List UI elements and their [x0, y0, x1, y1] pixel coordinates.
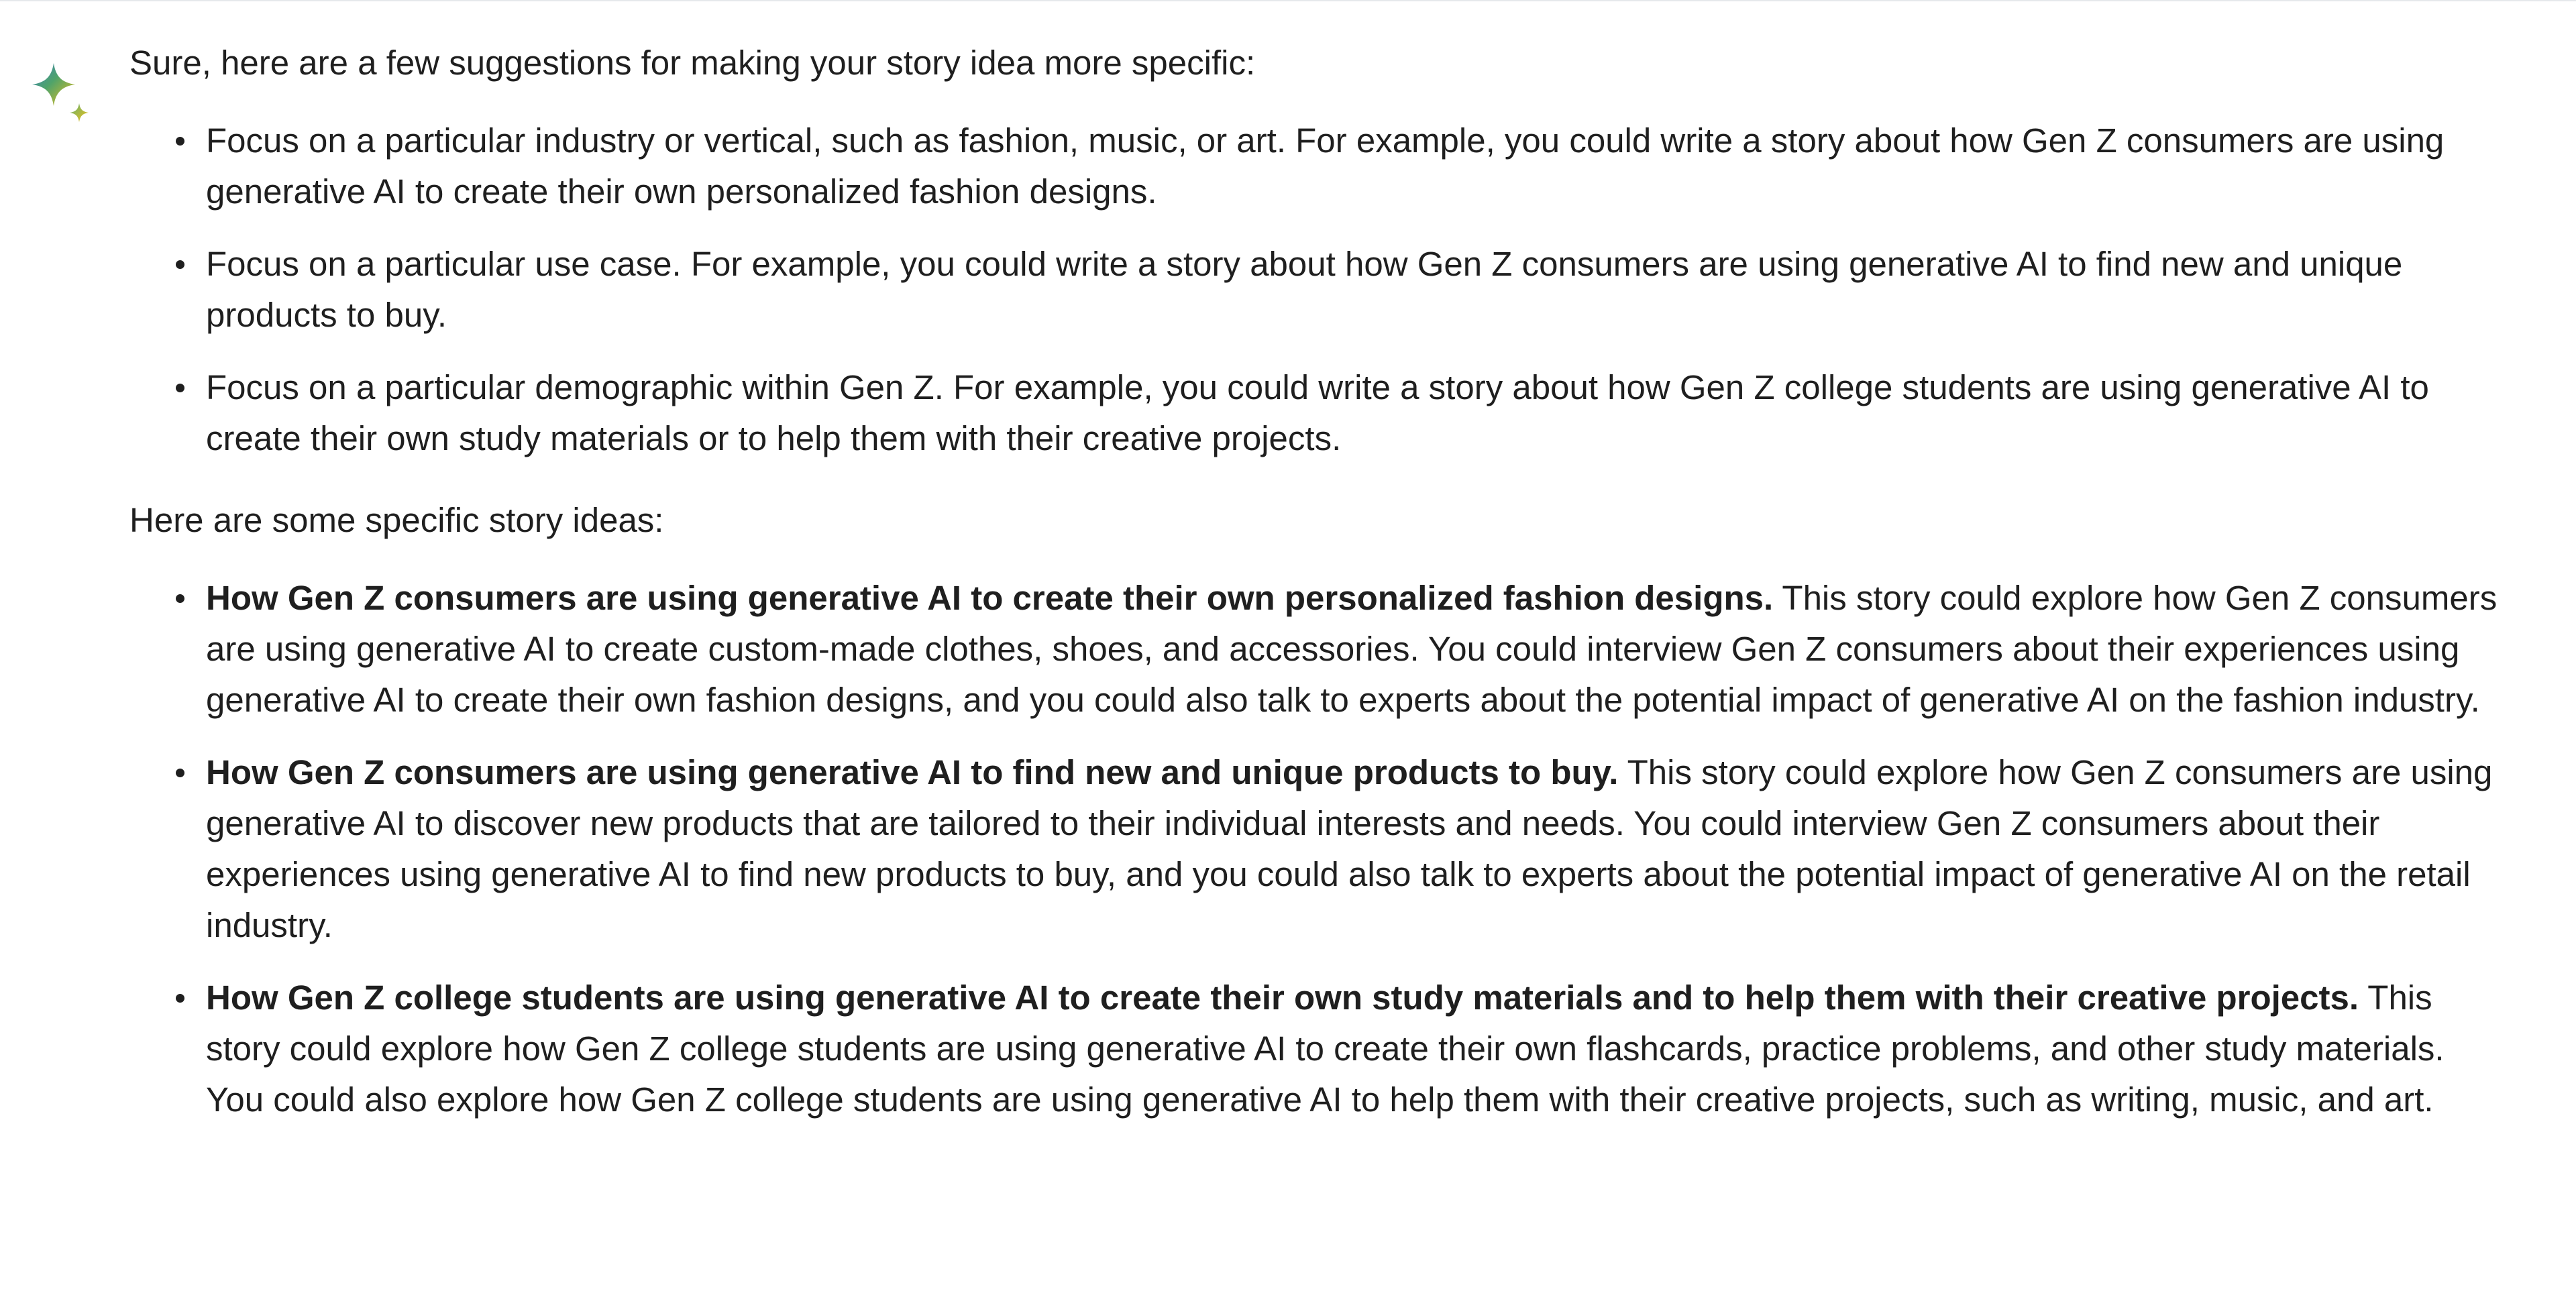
idea-title: How Gen Z consumers are using generative AI to create their own personalized fashion designs. [206, 579, 1774, 617]
list-item [129, 747, 2504, 951]
list-item [129, 573, 2504, 726]
idea-body: This story could explore how Gen Z college students are using generative AI to create their own flashcards, practice problems, and other study materials. You could also explore how Gen Z college students are using generative AI to help them with their creative projects, such as writing, music, and art. [206, 978, 2445, 1119]
response-content [129, 38, 2504, 1147]
intro-text: Sure, here are a few suggestions for making your story idea more specific: [129, 44, 1256, 82]
ideas-heading: Here are some specific story ideas: [129, 501, 664, 539]
list-item: Focus on a particular demographic within Gen Z. For example, you could write a story about how Gen Z college students are using generative AI to create their own study materials or to help them with their creative projects. [129, 362, 2504, 464]
list-item [129, 972, 2504, 1125]
sparkle-icon [30, 60, 94, 125]
story-ideas-list [129, 573, 2504, 1125]
idea-title: How Gen Z college students are using generative AI to create their own study materials and to help them with their creative projects. [206, 978, 2359, 1017]
list-item: Focus on a particular industry or vertical, such as fashion, music, or art. For example, you could write a story about how Gen Z consumers are using generative AI to create their own personalized fashion designs. [129, 115, 2504, 217]
idea-body: This story could explore how Gen Z consumers are using generative AI to discover new products that are tailored to their individual interests and needs. You could interview Gen Z consumers about their experiences using generative AI to find new products to buy, and you could also talk to experts about the potential impact of generative AI on the retail industry. [206, 753, 2493, 944]
idea-body: This story could explore how Gen Z consumers are using generative AI to create custom-made clothes, shoes, and accessories. You could interview Gen Z consumers about their experiences using generative AI to create their own fashion designs, and you could also talk to experts about the potential impact of generative AI on the fashion industry. [206, 579, 2498, 719]
assistant-response [0, 28, 2576, 1289]
idea-title: How Gen Z consumers are using generative AI to find new and unique products to buy. [206, 753, 1619, 791]
list-item: Focus on a particular use case. For example, you could write a story about how Gen Z consumers are using generative AI to find new and unique products to buy. [129, 239, 2504, 341]
suggestions-list [129, 115, 2504, 464]
